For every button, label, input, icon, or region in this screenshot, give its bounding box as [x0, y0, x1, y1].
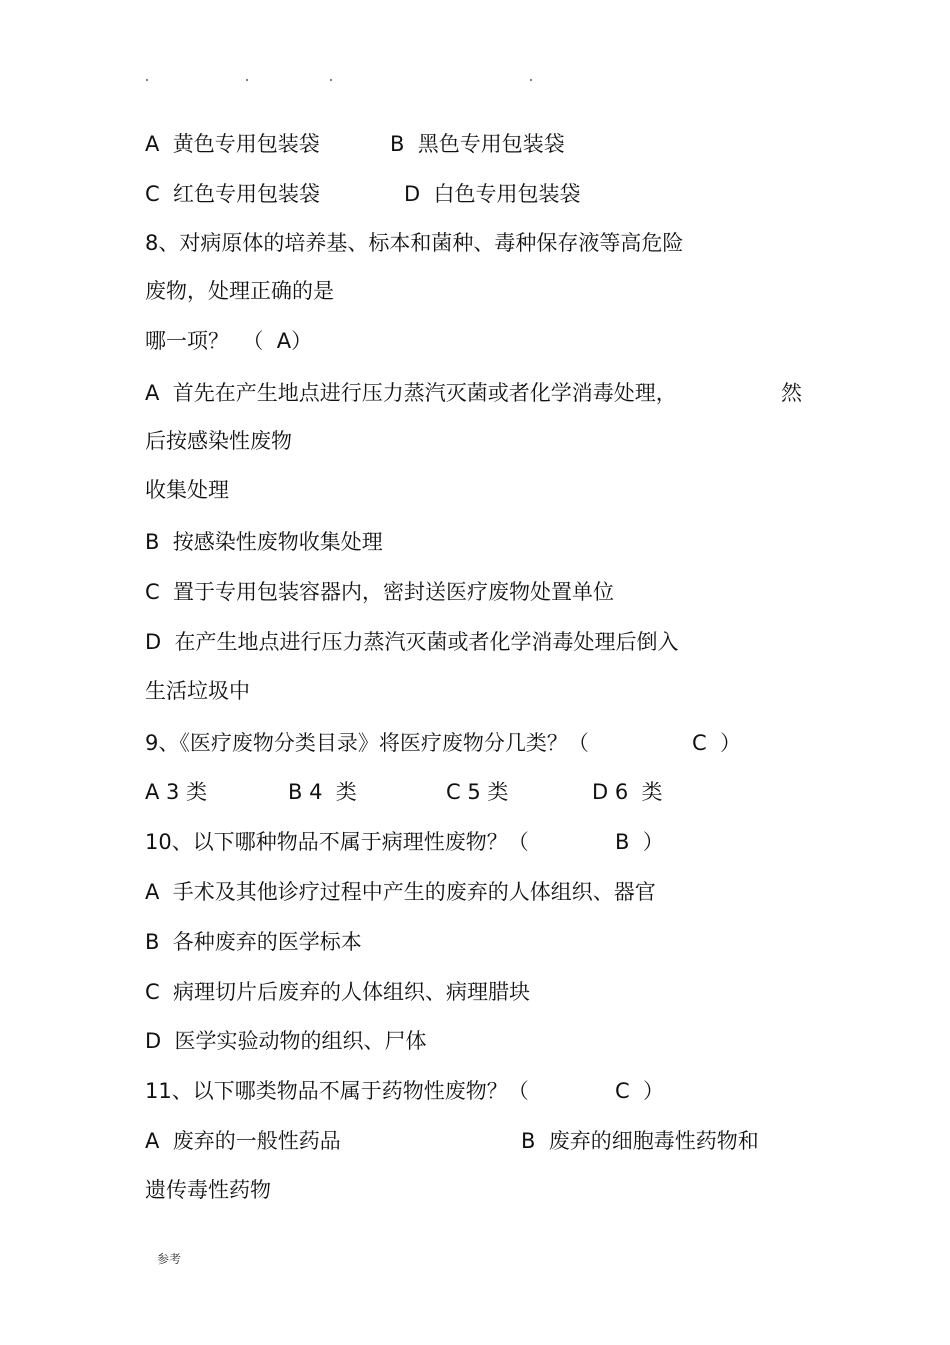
q10-option-a: A 手术及其他诊疗过程中产生的废弃的人体组织、器官 [145, 880, 656, 904]
q8-option-a-line1: A 首先在产生地点进行压力蒸汽灭菌或者化学消毒处理， [145, 381, 677, 405]
q8-option-c: C 置于专用包装容器内，密封送医疗废物处置单位 [145, 580, 615, 604]
q10-option-b: B 各种废弃的医学标本 [145, 930, 362, 954]
q8-question-line3: 哪一项？ （ A） [145, 329, 313, 353]
q9-option-c: C 5 类 [446, 780, 509, 804]
q11-answer: C ） [615, 1079, 665, 1103]
q8-option-b: B 按感染性废物收集处理 [145, 530, 383, 554]
q10-option-d: D 医学实验动物的组织、尸体 [145, 1029, 427, 1053]
q8-option-a-line2: 后按感染性废物 [145, 429, 292, 453]
mark-dot [146, 79, 148, 81]
q8-question-line2: 废物，处理正确的是 [145, 279, 334, 303]
q8-option-a-tail: 然 [781, 381, 802, 405]
q9-question: 9、《医疗废物分类目录》将医疗废物分几类？（ [145, 731, 589, 755]
q8-question-line1: 8、对病原体的培养基、标本和菌种、毒种保存液等高危险 [145, 231, 684, 255]
q10-option-c: C 病理切片后废弃的人体组织、病理腊块 [145, 980, 531, 1004]
q8-option-a-line3: 收集处理 [145, 478, 229, 502]
q10-question: 10、以下哪种物品不属于病理性废物？（ [145, 830, 529, 854]
q9-option-a: A 3 类 [145, 780, 208, 804]
q11-option-b-line2: 遗传毒性药物 [145, 1178, 271, 1202]
q9-option-b: B 4 类 [288, 780, 357, 804]
q9-answer: C ） [692, 731, 742, 755]
q8-option-d-line2: 生活垃圾中 [145, 679, 250, 703]
q7-option-c: C 红色专用包装袋 [145, 182, 321, 206]
mark-dot [330, 79, 332, 81]
q7-option-b: B 黑色专用包装袋 [390, 132, 565, 156]
q7-option-a: A 黄色专用包装袋 [145, 132, 320, 156]
page-footer: 参考 [157, 1252, 182, 1266]
q11-question: 11、以下哪类物品不属于药物性废物？（ [145, 1079, 529, 1103]
mark-dot [530, 79, 532, 81]
q8-option-d-line1: D 在产生地点进行压力蒸汽灭菌或者化学消毒处理后倒入 [145, 630, 679, 654]
q9-option-d: D 6 类 [592, 780, 663, 804]
q11-option-a: A 废弃的一般性药品 [145, 1129, 341, 1153]
q10-answer: B ） [615, 830, 664, 854]
mark-dot [246, 79, 248, 81]
q7-option-d: D 白色专用包装袋 [404, 182, 581, 206]
q11-option-b: B 废弃的细胞毒性药物和 [521, 1129, 759, 1153]
